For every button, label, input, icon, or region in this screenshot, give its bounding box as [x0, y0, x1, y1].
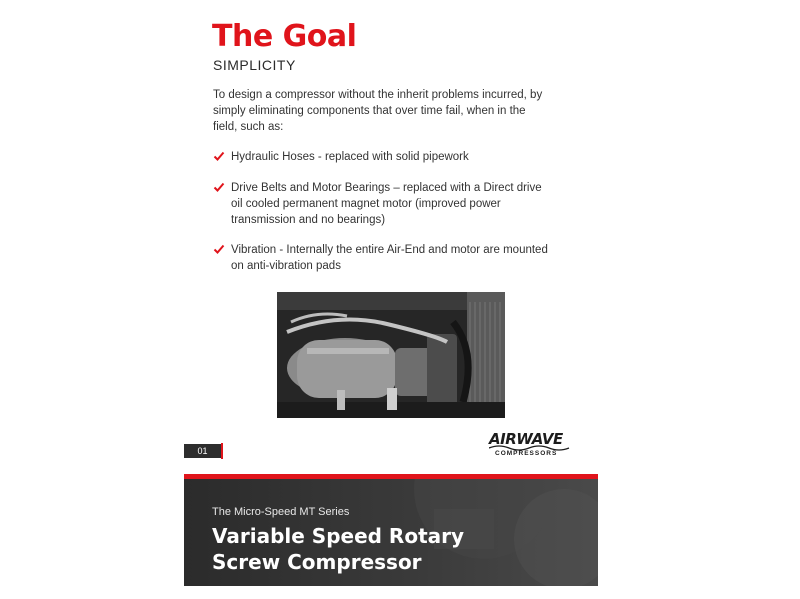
compressor-photo	[277, 292, 505, 418]
check-icon	[213, 181, 225, 193]
page-subtitle: SIMPLICITY	[213, 57, 296, 73]
compressor-illustration	[277, 292, 505, 418]
list-item	[213, 242, 553, 274]
series-label: The Micro-Speed MT Series	[212, 506, 350, 518]
list-item	[213, 180, 553, 228]
page-number: 01	[184, 444, 221, 458]
page-number-divider	[221, 443, 223, 459]
logo-wordmark: AIRWAVE	[489, 430, 563, 448]
check-icon	[213, 150, 225, 162]
list-item	[213, 149, 469, 165]
list-item-text: Hydraulic Hoses - replaced with solid pipework	[231, 151, 469, 163]
logo-tagline: COMPRESSORS	[495, 450, 558, 457]
check-icon	[213, 243, 225, 255]
list-item-text: Drive Belts and Motor Bearings – replaced with a Direct drive oil cooled permanent magnet motor (improved power transmission and no bearings)	[231, 182, 542, 226]
banner-title: Variable Speed Rotary Screw Compressor	[212, 524, 465, 574]
page-title: The Goal	[212, 19, 357, 54]
cover-banner	[184, 479, 598, 586]
intro-paragraph: To design a compressor without the inherit problems incurred, by simply eliminating components that over time fail, when in the field, such as:	[213, 89, 543, 133]
list-item-text: Vibration - Internally the entire Air-End and motor are mounted on anti-vibration pads	[231, 244, 548, 272]
brand-logo	[489, 430, 575, 462]
